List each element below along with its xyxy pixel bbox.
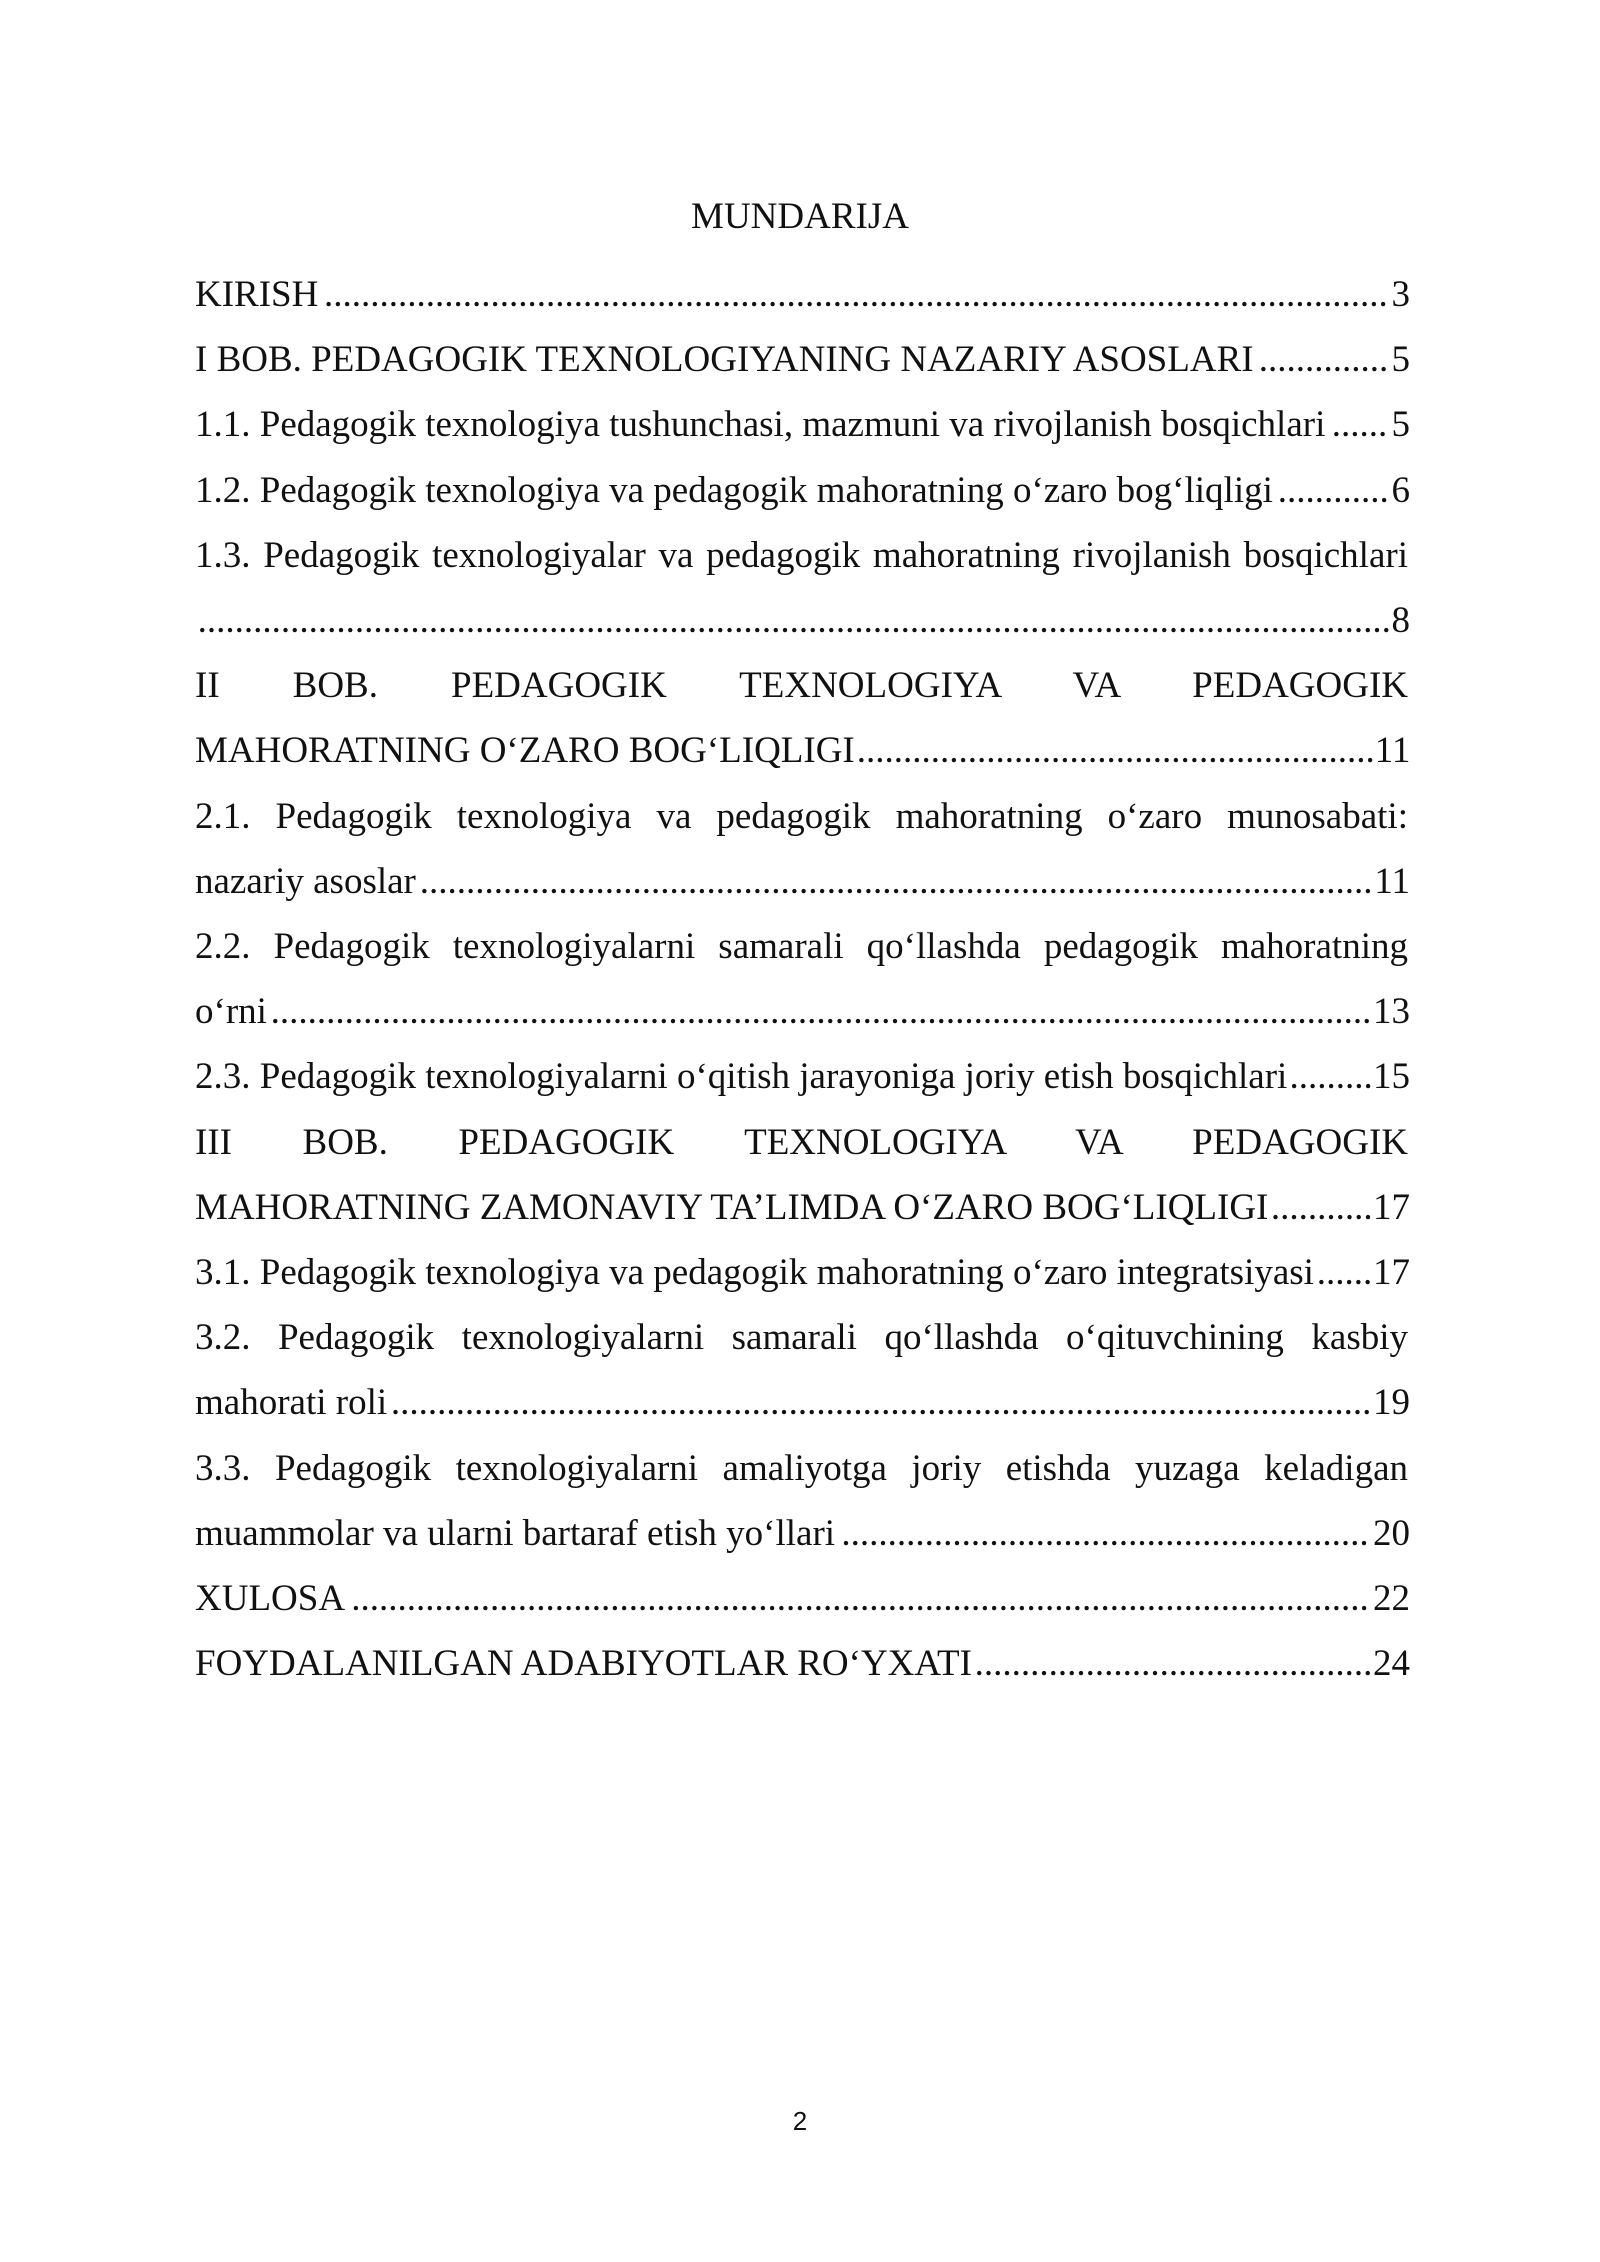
- toc-entry[interactable]: [195, 653, 1410, 718]
- toc-entry[interactable]: [195, 1566, 1410, 1631]
- toc-entry-title: 3.2. Pedagogik texnologiyalarni samarali qo‘llashda o‘qituvchining kasbiy: [195, 1317, 1408, 1359]
- dot-leader: ..............................................................................................................: [351, 1578, 1369, 1620]
- toc-entry[interactable]: [195, 1044, 1410, 1109]
- toc-entry-page: 22: [1373, 1578, 1410, 1620]
- toc-entry-title: KIRISH: [195, 274, 319, 315]
- toc-entry-title: III BOB. PEDAGOGIK TEXNOLOGIYA VA PEDAGOGIK: [195, 1121, 1408, 1163]
- toc-entry-page: 15: [1372, 1056, 1410, 1098]
- toc-entry[interactable]: [195, 1436, 1410, 1501]
- toc-entry-page: 20: [1373, 1512, 1410, 1554]
- toc-entry[interactable]: [195, 262, 1410, 327]
- dot-leader: ...................................................................................................................: [324, 274, 1388, 315]
- toc-entry[interactable]: [195, 392, 1410, 457]
- toc-entry-title: 1.3. Pedagogik texnologiyalar va pedagogik mahoratning rivojlanish bosqichlari: [195, 534, 1408, 576]
- dot-leader: ........................................................: [856, 730, 1375, 772]
- dot-leader: .........: [1289, 1056, 1373, 1098]
- toc-entry-page: 11: [1374, 860, 1410, 902]
- toc-entry-title: 2.2. Pedagogik texnologiyalarni samarali qo‘llashda pedagogik mahoratning: [195, 926, 1408, 968]
- dot-leader: ......: [1331, 404, 1388, 446]
- toc-entry-continuation[interactable]: [195, 588, 1410, 653]
- dot-leader: ...........: [1270, 1186, 1373, 1228]
- toc-entry[interactable]: [195, 458, 1410, 523]
- toc-entry[interactable]: [195, 1110, 1410, 1175]
- toc-entry-title: 3.3. Pedagogik texnologiyalarni amaliyotga joriy etishda yuzaga keladigan: [195, 1447, 1408, 1489]
- page-number: 2: [792, 2106, 808, 2136]
- toc-entry-title-continued: o‘rni: [195, 991, 267, 1033]
- toc-entry-page: 5: [1391, 339, 1410, 381]
- toc-entry-title: II BOB. PEDAGOGIK TEXNOLOGIYA VA PEDAGOGIK: [195, 665, 1408, 707]
- dot-leader: .................................................................................................................................: [197, 600, 1391, 642]
- toc-entry-title: FOYDALANILGAN ADABIYOTLAR RO‘YXATI: [195, 1643, 972, 1685]
- toc-entry[interactable]: [195, 523, 1410, 588]
- toc-entry[interactable]: [195, 1240, 1410, 1305]
- dot-leader: .........................................................: [841, 1512, 1369, 1554]
- toc-entry-title-continued: mahorati roli: [195, 1382, 388, 1424]
- toc-entry-page: 8: [1391, 600, 1410, 642]
- dot-leader: ...........................................: [974, 1643, 1373, 1685]
- toc-entry-title-continued: muammolar va ularni bartaraf etish yo‘llari: [195, 1512, 836, 1554]
- toc-entry-page: 13: [1373, 991, 1410, 1033]
- toc-entry[interactable]: [195, 1631, 1410, 1696]
- toc-entry-continuation[interactable]: [195, 1501, 1410, 1566]
- table-of-contents: [195, 262, 1410, 1696]
- toc-entry-page: 19: [1372, 1382, 1410, 1424]
- dot-leader: .......................................................................................................: [419, 860, 1373, 902]
- toc-entry-page: 6: [1391, 469, 1410, 511]
- toc-entry-page: 5: [1391, 404, 1410, 446]
- toc-entry[interactable]: [195, 327, 1410, 392]
- toc-entry-continuation[interactable]: [195, 718, 1410, 783]
- toc-entry-continuation[interactable]: [195, 1370, 1410, 1435]
- page-title: MUNDARIJA: [691, 196, 909, 237]
- toc-entry-title: 2.1. Pedagogik texnologiya va pedagogik mahoratning o‘zaro munosabati:: [195, 795, 1408, 837]
- toc-entry-title: 1.1. Pedagogik texnologiya tushunchasi, mazmuni va rivojlanish bosqichlari: [195, 404, 1326, 446]
- toc-entry-continuation[interactable]: [195, 979, 1410, 1044]
- toc-entry-page: 17: [1372, 1186, 1410, 1228]
- toc-entry-title: 2.3. Pedagogik texnologiyalarni o‘qitish jarayoniga joriy etish bosqichlari: [195, 1056, 1288, 1098]
- toc-entry-page: 17: [1373, 1252, 1410, 1294]
- toc-entry-title-continued: MAHORATNING ZAMONAVIY TA’LIMDA O‘ZARO BOG‘LIQLIGI: [195, 1186, 1269, 1228]
- toc-entry-page: 24: [1372, 1643, 1410, 1685]
- toc-entry[interactable]: [195, 784, 1410, 849]
- toc-entry-title: 3.1. Pedagogik texnologiya va pedagogik mahoratning o‘zaro integratsiyasi: [195, 1252, 1314, 1294]
- toc-entry-page: 11: [1374, 730, 1410, 772]
- dot-leader: ..............: [1258, 339, 1389, 381]
- toc-entry[interactable]: [195, 1305, 1410, 1370]
- toc-entry-title-continued: MAHORATNING O‘ZARO BOG‘LIQLIGI: [195, 730, 855, 772]
- toc-entry-title: XULOSA: [195, 1578, 346, 1620]
- dot-leader: ............: [1277, 469, 1389, 511]
- toc-entry[interactable]: [195, 914, 1410, 979]
- toc-entry-page: 3: [1391, 274, 1410, 315]
- dot-leader: ......: [1316, 1252, 1373, 1294]
- toc-entry-continuation[interactable]: [195, 849, 1410, 914]
- toc-entry-continuation[interactable]: [195, 1175, 1410, 1240]
- toc-entry-title: 1.2. Pedagogik texnologiya va pedagogik mahoratning o‘zaro bog‘liqligi: [195, 469, 1273, 511]
- toc-entry-title: I BOB. PEDAGOGIK TEXNOLOGIYANING NAZARIY ASOSLARI: [195, 339, 1254, 381]
- dot-leader: ..........................................................................................................: [390, 1382, 1372, 1424]
- dot-leader: .......................................................................................................................: [270, 991, 1372, 1033]
- toc-entry-title-continued: nazariy asoslar: [195, 860, 416, 902]
